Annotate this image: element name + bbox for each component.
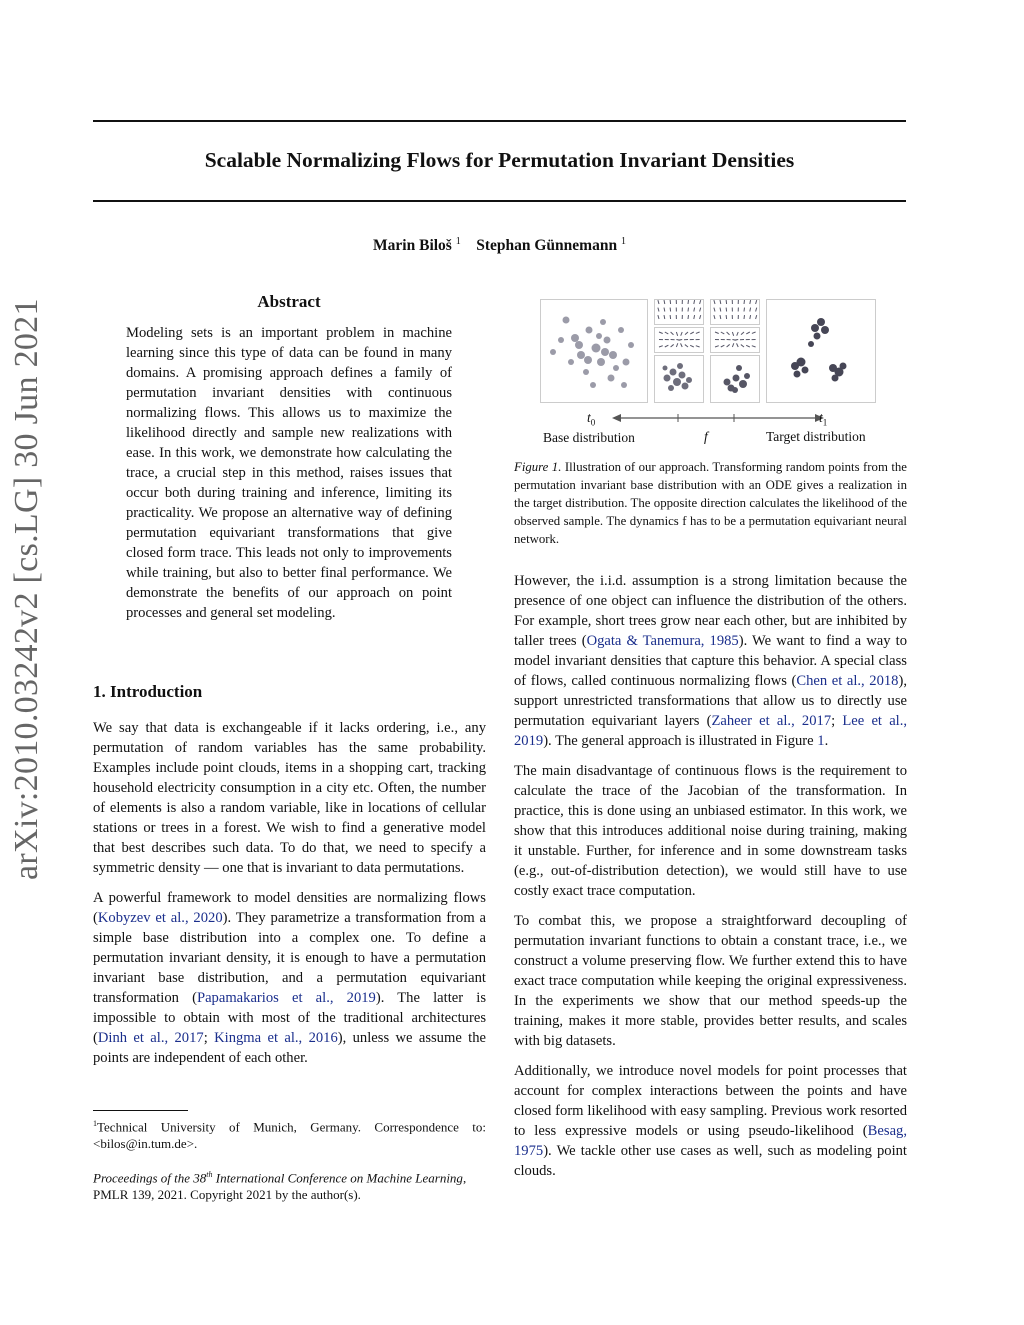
vector-field-arrows: [655, 300, 703, 324]
vector-arrow: [690, 345, 694, 347]
citation-link[interactable]: Papamakarios et al., 2019: [196, 990, 376, 1006]
superscript: th: [206, 1170, 213, 1179]
paragraph: To combat this, we propose a straightforward decoupling of permutation invariant functions to obtain a constant trace, i.e., we construct a volume preserving flow. We further extend this to have exact trace computation while keeping the original expressiveness. In the experiments we show that our method speeds-up the training, makes it more stable, provides better results, and scales with big datasets.: [514, 913, 907, 1049]
paper-title: Scalable Normalizing Flows for Permutation Invariant Densities: [204, 148, 795, 172]
vector-arrow: [685, 345, 688, 347]
label-base-distribution: Base distribution: [543, 430, 635, 445]
vector-arrow: [658, 315, 659, 319]
vector-field-panel: [654, 299, 704, 325]
vector-field-arrows: [655, 328, 703, 352]
footnote: [93, 1115, 486, 1152]
text-run: However, the i.i.d. assumption is a strong limitation because the presence of one object can influence the distribution of the others. For example, short trees grow near each other, but are inhibited by taller trees (: [514, 573, 907, 649]
section-heading-introduction: 1. Introduction: [93, 682, 203, 701]
vector-arrow: [734, 340, 738, 341]
vector-arrow: [746, 345, 750, 347]
vector-field-arrows: [711, 300, 759, 324]
text-run: ;: [203, 1030, 215, 1046]
vector-arrow: [737, 332, 738, 336]
citation-link[interactable]: Kingma et al., 2016: [214, 1030, 338, 1046]
label-t0: [587, 410, 595, 428]
base-distribution-panel: [540, 299, 648, 403]
author-affiliation: 1: [620, 236, 626, 247]
vector-arrow: [720, 308, 721, 312]
vector-arrow: [721, 332, 724, 334]
arxiv-identifier: arXiv:2010.03242v2 [cs.LG] 30 Jun 2021: [8, 298, 45, 880]
author-list: [93, 236, 906, 255]
vector-arrow: [741, 345, 744, 347]
title-top-rule: [93, 120, 906, 122]
text-run: Additionally, we introduce novel models for point processes that account for complex interactions between the points and have closed form likelihood with easy sampling. Previous work resorted to less expressive models or using pseudo-likelihood (: [514, 1063, 907, 1139]
caption-label: Figure 1.: [514, 460, 562, 474]
vector-arrow: [676, 343, 677, 347]
text-run: Proceedings of the 38: [93, 1170, 207, 1186]
vector-field-panel: [710, 327, 760, 353]
vector-arrow: [694, 315, 695, 319]
citation-link[interactable]: Zaheer et al., 2017: [711, 713, 832, 729]
abstract-heading: Abstract: [257, 292, 321, 311]
author-name: Marin Biloš: [373, 237, 452, 255]
vector-arrow: [658, 308, 659, 312]
paragraph: The main disadvantage of continuous flows is the requirement to calculate the trace of the Jacobian of the transformation. In practice, this is done using an unbiased estimator. In this work, we show that this introduces additional noise during training, making it unstable. Further, for inference and in some downstream tasks (e.g., out-of-distribution detection), we would still have to use costly exact trace computation.: [514, 763, 907, 899]
vector-arrow: [720, 300, 721, 304]
text-run: ). We tackle other use cases as well, such as modeling point clouds.: [514, 1143, 907, 1179]
vector-arrow: [727, 332, 730, 335]
vector-arrow: [681, 332, 682, 336]
label-target-distribution: Target distribution: [766, 429, 866, 444]
vector-arrow: [678, 340, 682, 341]
vector-arrow: [750, 300, 751, 304]
figure-caption: [514, 458, 907, 548]
vector-arrow: [658, 300, 659, 304]
footnote-rule: [93, 1110, 188, 1111]
vector-arrow: [694, 300, 695, 304]
vector-arrow: [676, 332, 677, 336]
vector-arrow: [715, 332, 719, 333]
text-run: t: [819, 410, 823, 425]
time-axis-arrow: [612, 412, 824, 424]
vector-arrow: [700, 308, 701, 312]
text-run: International Conference on Machine Learning: [212, 1170, 463, 1186]
vector-arrow: [732, 332, 733, 336]
vector-arrow: [700, 300, 701, 304]
text-run: ), support unrestricted transformations that allow us to directly use permutation equivariant layers (: [514, 673, 907, 729]
citation-link[interactable]: Kobyzev et al., 2020: [97, 910, 223, 926]
vector-arrow: [671, 332, 674, 335]
vector-arrow: [714, 300, 715, 304]
vector-arrow: [671, 344, 674, 347]
figure-reference-link[interactable]: 1: [817, 733, 825, 749]
caption-text: Illustration of our approach. Transforming random points from the permutation invariant base distribution with an ODE gives a realization in the target distribution. The opposite direction calculates the likelihood of the observed sample. The dynamics f has to be a permutation equivariant neural network.: [514, 460, 907, 546]
intermediate-panel: [654, 355, 704, 403]
label-t1: [819, 410, 827, 428]
vector-arrow: [696, 332, 700, 333]
vector-arrow: [664, 300, 665, 304]
intermediate-panel: [710, 355, 760, 403]
vector-arrow: [694, 308, 695, 312]
text-run: ). They parametrize a transformation from a simple base distribution into a complex one. To define a permutation invariant density, it is enough to have a permutation invariant base distribution, and a permutation equivariant transformation (: [93, 910, 486, 1006]
subscript: 0: [590, 417, 596, 428]
vector-arrow: [696, 346, 700, 347]
vector-field-panel: [654, 327, 704, 353]
text-run: ;: [831, 713, 843, 729]
vector-arrow: [714, 308, 715, 312]
author-name: Stephan Günnemann: [476, 237, 618, 255]
citation-link[interactable]: Chen et al., 2018: [796, 673, 899, 689]
footnote-text: Technical University of Munich, Germany. Correspondence to: <bilos@in.tum.de>.: [93, 1119, 486, 1152]
vector-arrow: [746, 332, 750, 334]
subscript: 1: [822, 417, 828, 428]
vector-arrow: [714, 315, 715, 319]
vector-arrow: [664, 308, 665, 312]
target-distribution-panel: [766, 299, 876, 403]
paragraph: [93, 888, 486, 1068]
text-run: A powerful framework to model densities are normalizing flows (: [93, 890, 486, 926]
vector-arrow: [756, 300, 757, 304]
intermediate-points-plot: [655, 356, 703, 402]
vector-arrow: [700, 315, 701, 319]
vector-arrow: [681, 343, 683, 347]
text-run: , PMLR 139, 2021. Copyright 2021 by the author(s).: [93, 1170, 467, 1203]
vector-arrow: [756, 315, 757, 319]
text-run: ). The general approach is illustrated in Figure: [543, 733, 818, 749]
text-run: .: [824, 733, 829, 749]
vector-arrow: [720, 315, 721, 319]
text-run: ). We want to find a way to model invariant densities that capture this behavior. A special class of flows, called continuous normalizing flows (: [514, 633, 907, 689]
vector-field-arrows: [711, 328, 759, 352]
text-run: t: [587, 410, 591, 425]
vector-field-panel: [710, 299, 760, 325]
title-bottom-rule: [93, 200, 906, 202]
citation-link[interactable]: Lee et al., 2019: [514, 713, 908, 749]
vector-arrow: [715, 346, 719, 347]
citation-link[interactable]: Ogata & Tanemura, 1985: [586, 633, 739, 649]
vector-arrow: [752, 346, 756, 347]
paragraph: [514, 571, 907, 751]
paragraph: [514, 1061, 907, 1181]
right-column-body: [514, 571, 907, 1191]
vector-arrow: [659, 332, 663, 333]
label-f: f: [704, 429, 708, 444]
proceedings-note: [93, 1166, 486, 1203]
footnote-mark: 1: [93, 1119, 97, 1128]
vector-arrow: [665, 332, 668, 334]
vector-arrow: [721, 345, 725, 347]
introduction-body: [93, 718, 486, 1078]
vector-arrow: [727, 344, 730, 347]
vector-arrow: [756, 308, 757, 312]
text-run: ). The latter is impossible to obtain with most of the traditional architectures (: [93, 990, 486, 1046]
citation-link[interactable]: Dinh et al., 2017: [97, 1030, 204, 1046]
abstract-paragraph: Modeling sets is an important problem in machine learning since this type of data can be found in many domains. A promising approach defines a family of permutation invariant densities with continuous normalizing flows. This allows us to maximize the likelihood directly and sample new realizations with ease. In this work, we demonstrate how calculating the trace, a crucial step in this method, raises issues that occur both during training and inference, limiting its practicality. We propose an alternative way of defining permutation equivariant transformations that give closed form trace. This leads not only to improvements while training, but also to better final performance. We demonstrate the benefits of our approach on point processes and general set modeling.: [126, 325, 452, 621]
vector-arrow: [685, 332, 688, 335]
vector-arrow: [750, 315, 751, 319]
base-points-plot: [541, 300, 647, 402]
vector-arrow: [732, 343, 733, 347]
citation-link[interactable]: Besag, 1975: [514, 1123, 907, 1159]
vector-arrow: [750, 308, 751, 312]
intermediate-points-plot: [711, 356, 759, 402]
vector-arrow: [665, 345, 669, 347]
vector-arrow: [659, 346, 663, 347]
vector-arrow: [752, 332, 756, 333]
vector-arrow: [741, 332, 744, 335]
vector-arrow: [690, 332, 694, 334]
text-run: ), unless we assume the points are independent of each other.: [93, 1030, 487, 1066]
target-points-plot: [767, 300, 875, 402]
author-affiliation: 1: [455, 236, 461, 247]
abstract-text: [126, 323, 452, 633]
vector-arrow: [664, 315, 665, 319]
vector-arrow: [737, 343, 739, 347]
paragraph: We say that data is exchangeable if it lacks ordering, i.e., any permutation of random variables has the same probability. Examples include point clouds, items in a shopping cart, tracking household electricity consumption in a city etc. Often, the number of elements is also a random variable, like in locations of cellular stations or trees in a forest. We wish to find a generative model that best describes such data. To do that, we need to specify a symmetric density — one that is invariant to data permutations.: [93, 720, 486, 876]
